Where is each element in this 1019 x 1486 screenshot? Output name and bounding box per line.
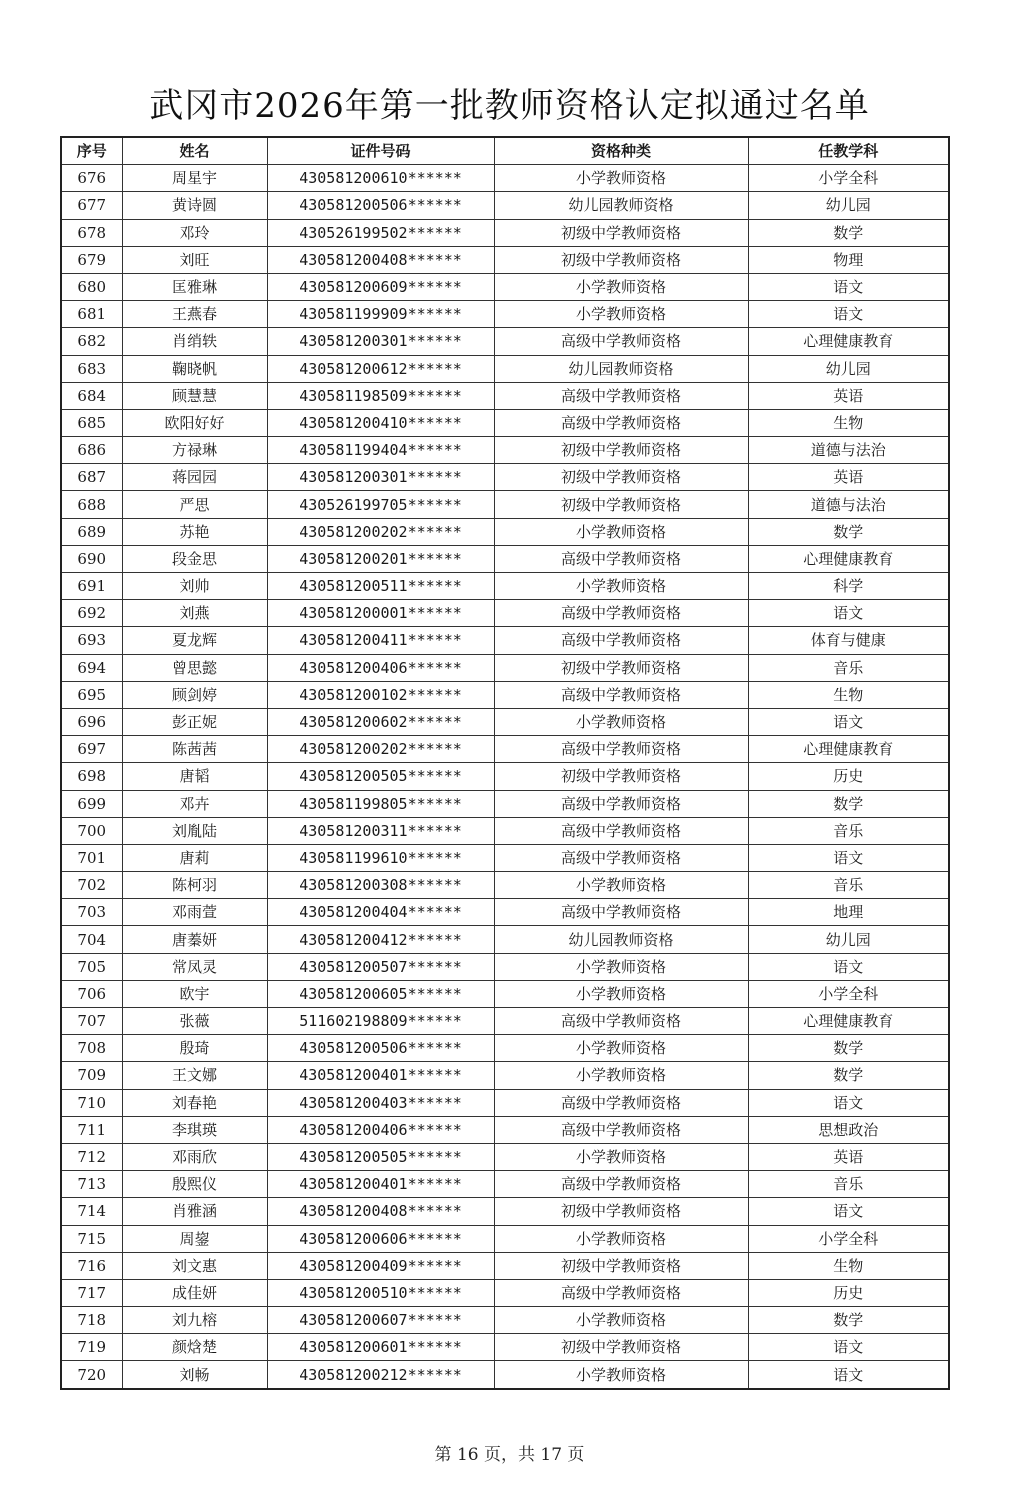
table-row (61, 817, 949, 844)
table-row (61, 1062, 949, 1089)
cell-id-number: 511602198809****** (267, 1008, 494, 1035)
cell-subject: 生物 (748, 1252, 949, 1279)
cell-id-number: 430581200201****** (267, 545, 494, 572)
cell-name: 严思 (122, 491, 267, 518)
approval-list-table (60, 136, 950, 1390)
cell-id-number: 430581200607****** (267, 1307, 494, 1334)
cell-subject: 体育与健康 (748, 627, 949, 654)
table-row (61, 273, 949, 300)
table-row (61, 491, 949, 518)
cell-subject: 英语 (748, 464, 949, 491)
cell-subject: 历史 (748, 1279, 949, 1306)
cell-id-number: 430526199502****** (267, 219, 494, 246)
table-row (61, 654, 949, 681)
cell-index: 710 (61, 1089, 122, 1116)
cell-index: 686 (61, 437, 122, 464)
cell-id-number: 430581200212****** (267, 1361, 494, 1389)
cell-name: 王燕春 (122, 301, 267, 328)
cell-index: 700 (61, 817, 122, 844)
cell-index: 718 (61, 1307, 122, 1334)
cell-index: 702 (61, 872, 122, 899)
cell-index: 681 (61, 301, 122, 328)
table-row (61, 1361, 949, 1389)
table-row (61, 600, 949, 627)
cell-name: 苏艳 (122, 518, 267, 545)
table-row (61, 1116, 949, 1143)
cell-name: 刘胤陆 (122, 817, 267, 844)
cell-qualification-type: 小学教师资格 (494, 1143, 748, 1170)
cell-qualification-type: 初级中学教师资格 (494, 437, 748, 464)
cell-id-number: 430581199909****** (267, 301, 494, 328)
cell-name: 唐莉 (122, 844, 267, 871)
cell-id-number: 430581200511****** (267, 573, 494, 600)
cell-name: 刘旺 (122, 246, 267, 273)
table-row (61, 681, 949, 708)
cell-id-number: 430581200601****** (267, 1334, 494, 1361)
cell-name: 成佳妍 (122, 1279, 267, 1306)
cell-name: 肖雅涵 (122, 1198, 267, 1225)
cell-qualification-type: 初级中学教师资格 (494, 464, 748, 491)
cell-qualification-type: 小学教师资格 (494, 165, 748, 192)
cell-name: 陈茜茜 (122, 736, 267, 763)
cell-subject: 心理健康教育 (748, 736, 949, 763)
cell-name: 方禄琳 (122, 437, 267, 464)
cell-name: 顾慧慧 (122, 382, 267, 409)
cell-name: 欧阳好好 (122, 409, 267, 436)
table-row (61, 1035, 949, 1062)
cell-subject: 幼儿园 (748, 926, 949, 953)
cell-subject: 语文 (748, 1089, 949, 1116)
cell-subject: 音乐 (748, 872, 949, 899)
table-row (61, 627, 949, 654)
cell-qualification-type: 高级中学教师资格 (494, 600, 748, 627)
cell-subject: 道德与法治 (748, 437, 949, 464)
cell-index: 712 (61, 1143, 122, 1170)
cell-id-number: 430581200401****** (267, 1171, 494, 1198)
cell-id-number: 430581200401****** (267, 1062, 494, 1089)
cell-index: 701 (61, 844, 122, 871)
cell-subject: 英语 (748, 1143, 949, 1170)
table-row (61, 1307, 949, 1334)
cell-qualification-type: 初级中学教师资格 (494, 1334, 748, 1361)
cell-id-number: 430581200410****** (267, 409, 494, 436)
cell-qualification-type: 小学教师资格 (494, 953, 748, 980)
cell-qualification-type: 初级中学教师资格 (494, 763, 748, 790)
cell-qualification-type: 高级中学教师资格 (494, 545, 748, 572)
cell-qualification-type: 小学教师资格 (494, 872, 748, 899)
cell-name: 邓卉 (122, 790, 267, 817)
cell-subject: 语文 (748, 1334, 949, 1361)
cell-id-number: 430581200404****** (267, 899, 494, 926)
table-row (61, 926, 949, 953)
cell-qualification-type: 高级中学教师资格 (494, 844, 748, 871)
cell-name: 刘春艳 (122, 1089, 267, 1116)
cell-subject: 数学 (748, 518, 949, 545)
cell-index: 719 (61, 1334, 122, 1361)
cell-id-number: 430581200308****** (267, 872, 494, 899)
cell-index: 685 (61, 409, 122, 436)
table-row (61, 1198, 949, 1225)
cell-subject: 物理 (748, 246, 949, 273)
cell-qualification-type: 小学教师资格 (494, 301, 748, 328)
cell-id-number: 430581200406****** (267, 1116, 494, 1143)
cell-qualification-type: 小学教师资格 (494, 518, 748, 545)
cell-subject: 道德与法治 (748, 491, 949, 518)
cell-id-number: 430581200510****** (267, 1279, 494, 1306)
cell-subject: 生物 (748, 681, 949, 708)
cell-subject: 数学 (748, 1062, 949, 1089)
cell-id-number: 430581200411****** (267, 627, 494, 654)
cell-index: 714 (61, 1198, 122, 1225)
header-subject: 任教学科 (748, 137, 949, 165)
table-row (61, 573, 949, 600)
cell-name: 周鋆 (122, 1225, 267, 1252)
cell-name: 刘九榕 (122, 1307, 267, 1334)
cell-index: 713 (61, 1171, 122, 1198)
table-row (61, 1143, 949, 1170)
cell-name: 夏龙辉 (122, 627, 267, 654)
cell-subject: 语文 (748, 953, 949, 980)
cell-qualification-type: 高级中学教师资格 (494, 1279, 748, 1306)
cell-id-number: 430581200403****** (267, 1089, 494, 1116)
cell-qualification-type: 幼儿园教师资格 (494, 355, 748, 382)
cell-id-number: 430581200606****** (267, 1225, 494, 1252)
cell-subject: 科学 (748, 573, 949, 600)
cell-index: 677 (61, 192, 122, 219)
cell-index: 720 (61, 1361, 122, 1389)
cell-qualification-type: 高级中学教师资格 (494, 409, 748, 436)
cell-id-number: 430581200202****** (267, 736, 494, 763)
cell-qualification-type: 高级中学教师资格 (494, 1171, 748, 1198)
header-qualification-type: 资格种类 (494, 137, 748, 165)
cell-qualification-type: 小学教师资格 (494, 1361, 748, 1389)
cell-index: 679 (61, 246, 122, 273)
cell-subject: 小学全科 (748, 980, 949, 1007)
table-row (61, 301, 949, 328)
cell-id-number: 430581200001****** (267, 600, 494, 627)
cell-subject: 音乐 (748, 1171, 949, 1198)
cell-qualification-type: 小学教师资格 (494, 1225, 748, 1252)
table-row (61, 1008, 949, 1035)
cell-name: 刘畅 (122, 1361, 267, 1389)
table-row (61, 1225, 949, 1252)
cell-name: 欧宇 (122, 980, 267, 1007)
cell-qualification-type: 高级中学教师资格 (494, 1116, 748, 1143)
page-title: 武冈市2026年第一批教师资格认定拟通过名单 (149, 86, 870, 126)
cell-id-number: 430581200408****** (267, 1198, 494, 1225)
cell-index: 691 (61, 573, 122, 600)
cell-subject: 历史 (748, 763, 949, 790)
cell-id-number: 430581199805****** (267, 790, 494, 817)
cell-id-number: 430581200301****** (267, 464, 494, 491)
cell-qualification-type: 高级中学教师资格 (494, 1089, 748, 1116)
cell-index: 692 (61, 600, 122, 627)
cell-subject: 小学全科 (748, 1225, 949, 1252)
cell-index: 706 (61, 980, 122, 1007)
table-row (61, 355, 949, 382)
cell-id-number: 430581200612****** (267, 355, 494, 382)
table-row (61, 165, 949, 192)
cell-id-number: 430581200505****** (267, 1143, 494, 1170)
cell-subject: 语文 (748, 708, 949, 735)
cell-subject: 语文 (748, 600, 949, 627)
cell-name: 段金思 (122, 545, 267, 572)
cell-qualification-type: 小学教师资格 (494, 1307, 748, 1334)
cell-index: 715 (61, 1225, 122, 1252)
table-row (61, 736, 949, 763)
cell-subject: 地理 (748, 899, 949, 926)
table-row (61, 1171, 949, 1198)
cell-name: 彭正妮 (122, 708, 267, 735)
cell-name: 常凤灵 (122, 953, 267, 980)
table-row (61, 219, 949, 246)
table-row (61, 382, 949, 409)
cell-subject: 英语 (748, 382, 949, 409)
cell-name: 曾思懿 (122, 654, 267, 681)
cell-id-number: 430581200610****** (267, 165, 494, 192)
cell-qualification-type: 初级中学教师资格 (494, 1252, 748, 1279)
cell-id-number: 430581200406****** (267, 654, 494, 681)
cell-name: 肖绡轶 (122, 328, 267, 355)
cell-index: 698 (61, 763, 122, 790)
cell-id-number: 430581200609****** (267, 273, 494, 300)
cell-id-number: 430581200506****** (267, 1035, 494, 1062)
cell-index: 696 (61, 708, 122, 735)
cell-id-number: 430581200408****** (267, 246, 494, 273)
cell-name: 张薇 (122, 1008, 267, 1035)
cell-name: 殷琦 (122, 1035, 267, 1062)
cell-subject: 心理健康教育 (748, 328, 949, 355)
cell-subject: 音乐 (748, 817, 949, 844)
cell-id-number: 430581200602****** (267, 708, 494, 735)
table-row (61, 545, 949, 572)
header-name: 姓名 (122, 137, 267, 165)
table-row (61, 409, 949, 436)
cell-name: 顾剑婷 (122, 681, 267, 708)
table-row (61, 844, 949, 871)
cell-qualification-type: 高级中学教师资格 (494, 382, 748, 409)
cell-qualification-type: 小学教师资格 (494, 1062, 748, 1089)
cell-qualification-type: 高级中学教师资格 (494, 899, 748, 926)
cell-name: 刘文惠 (122, 1252, 267, 1279)
header-index: 序号 (61, 137, 122, 165)
cell-id-number: 430581200301****** (267, 328, 494, 355)
cell-name: 邓玲 (122, 219, 267, 246)
cell-qualification-type: 初级中学教师资格 (494, 654, 748, 681)
table-row (61, 1089, 949, 1116)
cell-id-number: 430526199705****** (267, 491, 494, 518)
table-row (61, 899, 949, 926)
table-row (61, 437, 949, 464)
cell-name: 刘燕 (122, 600, 267, 627)
cell-subject: 语文 (748, 273, 949, 300)
cell-index: 694 (61, 654, 122, 681)
cell-name: 唐蓁妍 (122, 926, 267, 953)
cell-index: 705 (61, 953, 122, 980)
cell-index: 695 (61, 681, 122, 708)
cell-id-number: 430581200202****** (267, 518, 494, 545)
cell-subject: 数学 (748, 790, 949, 817)
cell-qualification-type: 小学教师资格 (494, 1035, 748, 1062)
cell-index: 711 (61, 1116, 122, 1143)
cell-qualification-type: 高级中学教师资格 (494, 627, 748, 654)
cell-index: 707 (61, 1008, 122, 1035)
cell-subject: 数学 (748, 219, 949, 246)
cell-name: 邓雨欣 (122, 1143, 267, 1170)
cell-index: 680 (61, 273, 122, 300)
cell-qualification-type: 高级中学教师资格 (494, 736, 748, 763)
table-header-row (61, 137, 949, 165)
cell-qualification-type: 小学教师资格 (494, 708, 748, 735)
cell-index: 678 (61, 219, 122, 246)
cell-id-number: 430581199610****** (267, 844, 494, 871)
cell-subject: 数学 (748, 1035, 949, 1062)
cell-name: 黄诗圆 (122, 192, 267, 219)
cell-subject: 幼儿园 (748, 355, 949, 382)
table-row (61, 980, 949, 1007)
table-row (61, 872, 949, 899)
cell-name: 周星宇 (122, 165, 267, 192)
header-id-number: 证件号码 (267, 137, 494, 165)
cell-name: 刘帅 (122, 573, 267, 600)
cell-index: 704 (61, 926, 122, 953)
cell-subject: 生物 (748, 409, 949, 436)
cell-index: 716 (61, 1252, 122, 1279)
table-row (61, 790, 949, 817)
cell-subject: 小学全科 (748, 165, 949, 192)
cell-id-number: 430581200102****** (267, 681, 494, 708)
cell-qualification-type: 初级中学教师资格 (494, 246, 748, 273)
cell-subject: 语文 (748, 301, 949, 328)
cell-subject: 思想政治 (748, 1116, 949, 1143)
cell-qualification-type: 初级中学教师资格 (494, 219, 748, 246)
cell-id-number: 430581200311****** (267, 817, 494, 844)
table-row (61, 328, 949, 355)
cell-subject: 数学 (748, 1307, 949, 1334)
cell-index: 683 (61, 355, 122, 382)
table-row (61, 763, 949, 790)
cell-qualification-type: 高级中学教师资格 (494, 1008, 748, 1035)
cell-index: 693 (61, 627, 122, 654)
cell-index: 709 (61, 1062, 122, 1089)
cell-id-number: 430581200505****** (267, 763, 494, 790)
cell-qualification-type: 小学教师资格 (494, 573, 748, 600)
cell-subject: 幼儿园 (748, 192, 949, 219)
cell-index: 688 (61, 491, 122, 518)
cell-id-number: 430581200412****** (267, 926, 494, 953)
cell-qualification-type: 小学教师资格 (494, 980, 748, 1007)
cell-qualification-type: 幼儿园教师资格 (494, 192, 748, 219)
cell-qualification-type: 初级中学教师资格 (494, 1198, 748, 1225)
cell-id-number: 430581200409****** (267, 1252, 494, 1279)
cell-index: 703 (61, 899, 122, 926)
cell-name: 颜焓楚 (122, 1334, 267, 1361)
table-row (61, 464, 949, 491)
cell-index: 684 (61, 382, 122, 409)
cell-index: 682 (61, 328, 122, 355)
cell-name: 李琪瑛 (122, 1116, 267, 1143)
cell-subject: 音乐 (748, 654, 949, 681)
table-row (61, 1334, 949, 1361)
cell-index: 689 (61, 518, 122, 545)
table-row (61, 192, 949, 219)
cell-qualification-type: 高级中学教师资格 (494, 328, 748, 355)
cell-subject: 语文 (748, 1361, 949, 1389)
cell-qualification-type: 幼儿园教师资格 (494, 926, 748, 953)
cell-qualification-type: 高级中学教师资格 (494, 790, 748, 817)
cell-index: 708 (61, 1035, 122, 1062)
cell-index: 697 (61, 736, 122, 763)
cell-index: 676 (61, 165, 122, 192)
cell-name: 唐韬 (122, 763, 267, 790)
cell-name: 邓雨萱 (122, 899, 267, 926)
table-row (61, 518, 949, 545)
cell-name: 陈柯羽 (122, 872, 267, 899)
table-row (61, 1279, 949, 1306)
cell-subject: 语文 (748, 1198, 949, 1225)
table-row (61, 1252, 949, 1279)
cell-index: 690 (61, 545, 122, 572)
cell-name: 蒋园园 (122, 464, 267, 491)
cell-id-number: 430581200506****** (267, 192, 494, 219)
cell-index: 717 (61, 1279, 122, 1306)
cell-qualification-type: 小学教师资格 (494, 273, 748, 300)
table-row (61, 953, 949, 980)
table-row (61, 708, 949, 735)
cell-qualification-type: 高级中学教师资格 (494, 817, 748, 844)
cell-subject: 心理健康教育 (748, 1008, 949, 1035)
cell-id-number: 430581200507****** (267, 953, 494, 980)
cell-name: 鞠晓帆 (122, 355, 267, 382)
cell-name: 王文娜 (122, 1062, 267, 1089)
cell-id-number: 430581200605****** (267, 980, 494, 1007)
cell-qualification-type: 初级中学教师资格 (494, 491, 748, 518)
cell-id-number: 430581199404****** (267, 437, 494, 464)
cell-index: 687 (61, 464, 122, 491)
cell-subject: 心理健康教育 (748, 545, 949, 572)
cell-qualification-type: 高级中学教师资格 (494, 681, 748, 708)
cell-subject: 语文 (748, 844, 949, 871)
cell-name: 匡雅琳 (122, 273, 267, 300)
cell-id-number: 430581198509****** (267, 382, 494, 409)
cell-index: 699 (61, 790, 122, 817)
table-body (61, 165, 949, 1389)
cell-name: 殷熙仪 (122, 1171, 267, 1198)
page-number: 第 16 页，共 17 页 (434, 1445, 585, 1465)
table-row (61, 246, 949, 273)
